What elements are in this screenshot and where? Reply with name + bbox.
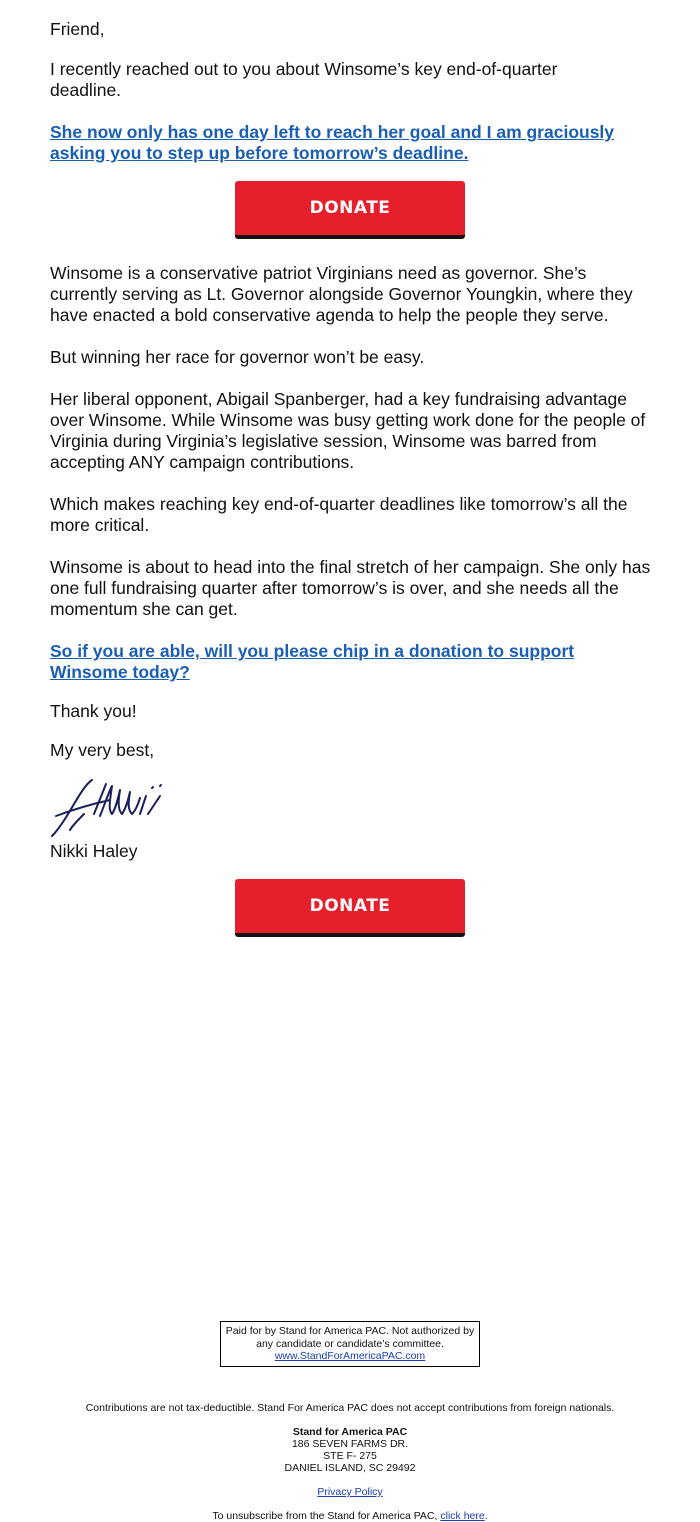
race-difficulty-paragraph: But winning her race for governor won’t be easy. [50, 347, 425, 367]
intro-paragraph: I recently reached out to you about Winsome’s key end-of-quarter deadline. [50, 59, 558, 100]
deadline-critical-paragraph: Which makes reaching key end-of-quarter deadlines like tomorrow’s all the more critical. [50, 494, 628, 535]
handwritten-signature [48, 774, 166, 840]
thank-you-text: Thank you! [50, 701, 137, 721]
address-line-3: DANIEL ISLAND, SC 29492 [284, 1462, 416, 1474]
unsubscribe-text: To unsubscribe from the Stand for America PAC, [212, 1510, 441, 1522]
winsome-intro-paragraph: Winsome is a conservative patriot Virginians need as governor. She’s currently serving as Lt. Governor alongside Governor Youngkin, where they have enacted a bold conservative agenda to help the people they serve. [50, 263, 633, 325]
org-name: Stand for America PAC [292, 1426, 408, 1438]
address-line-1: 186 SEVEN FARMS DR. [291, 1438, 409, 1450]
paid-for-disclaimer [220, 1321, 480, 1367]
chip-in-donation-link[interactable]: So if you are able, will you please chip in a donation to support Winsome today? [50, 641, 575, 682]
pac-website-link[interactable]: www.StandForAmericaPAC.com [274, 1350, 426, 1362]
final-stretch-paragraph: Winsome is about to head into the final stretch of her campaign. She only has one full fundraising quarter after tomorrow’s is over, and she needs all the momentum she can get. [50, 557, 651, 619]
privacy-policy-row [0, 1486, 700, 1498]
mailing-address [0, 1426, 700, 1474]
privacy-policy-link[interactable]: Privacy Policy [317, 1486, 383, 1498]
contributions-note: Contributions are not tax-deductible. Stand For America PAC does not accept contributions from foreign nationals. [85, 1402, 615, 1414]
closing-text: My very best, [50, 740, 155, 760]
donate-button-container-bottom [0, 879, 700, 937]
donate-button-container-top [0, 181, 700, 239]
opponent-paragraph: Her liberal opponent, Abigail Spanberger, had a key fundraising advantage over Winsome. While Winsome was busy getting work done for the people of Virginia during Virginia’s legislative session, Winsome was barred from accepting ANY campaign contributions. [50, 389, 646, 472]
unsubscribe-link[interactable]: click here [440, 1510, 485, 1522]
address-line-2: STE F- 275 [323, 1450, 377, 1462]
unsubscribe-row [0, 1510, 700, 1522]
donate-button-top[interactable]: DONATE [235, 181, 465, 239]
unsubscribe-period: . [484, 1510, 488, 1522]
signer-name: Nikki Haley [50, 841, 138, 861]
goal-deadline-link[interactable]: She now only has one day left to reach her goal and I am graciously asking you to step up before tomorrow’s deadline. [50, 122, 615, 163]
greeting: Friend, [50, 19, 105, 39]
disclaimer-text: Paid for by Stand for America PAC. Not authorized by any candidate or candidate’s committee. [225, 1325, 475, 1350]
donate-button-bottom[interactable]: DONATE [235, 879, 465, 937]
